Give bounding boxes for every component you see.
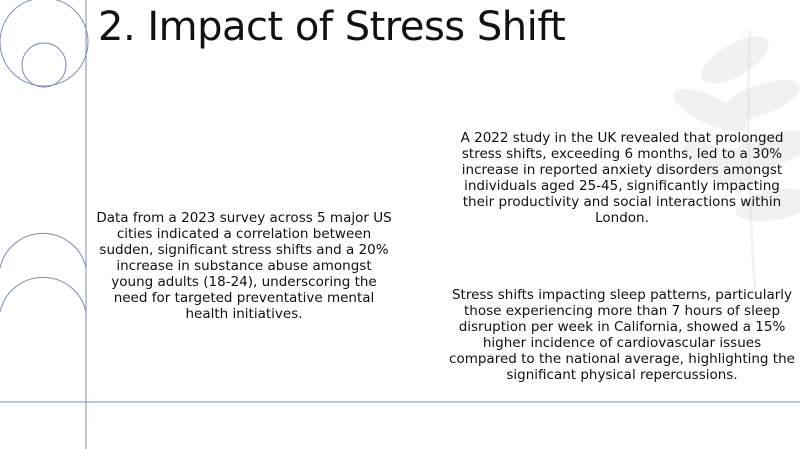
small-circle-outline [22, 43, 66, 87]
slide-title: 2. Impact of Stress Shift [98, 4, 566, 50]
arch-outline-lower [0, 277, 86, 312]
large-circle-outline [0, 0, 88, 86]
arch-outline-upper [0, 233, 86, 268]
text-block-sleep-patterns: Stress shifts impacting sleep patterns, particularly those experiencing more than 7 hours of sleep disruption per week in California, showed a 15% higher incidence of cardiovascular issues compared to the national average, highlighting the significant physical repercussions. [449, 287, 795, 383]
text-block-substance-abuse: Data from a 2023 survey across 5 major US cities indicated a correlation between sudden, significant stress shifts and a 20% increase in substance abuse amongst young adults (18-24), underscoring the need for targeted preventative mental health initiatives. [96, 210, 392, 322]
text-block-anxiety-study: A 2022 study in the UK revealed that prolonged stress shifts, exceeding 6 months, led to a 30% increase in reported anxiety disorders amongst individuals aged 25-45, significantly impacting their productivity and social interactions within London. [460, 130, 784, 226]
